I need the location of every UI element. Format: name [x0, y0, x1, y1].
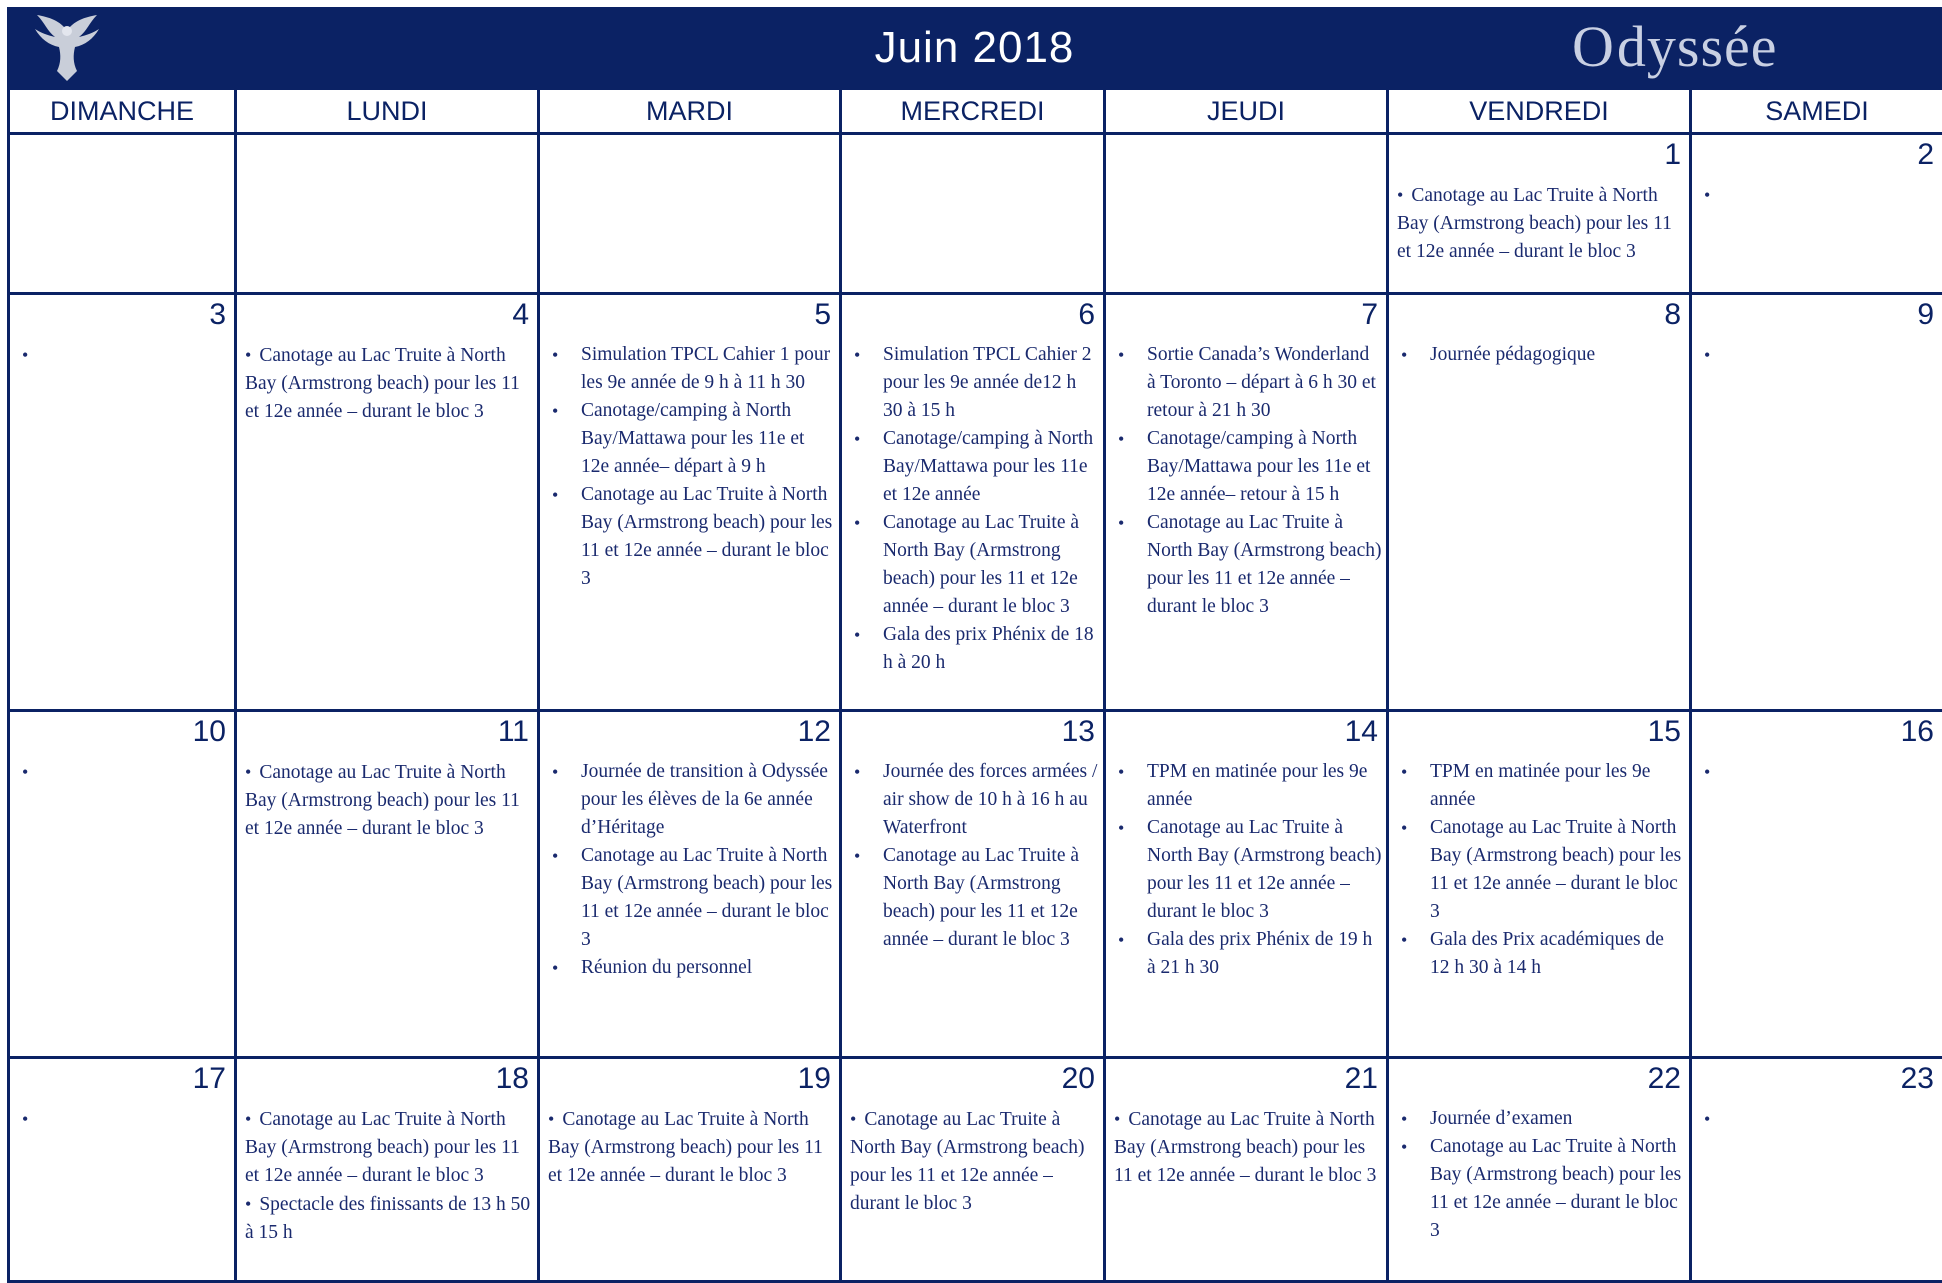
- day-number: 9: [1917, 298, 1934, 331]
- day-cell: [237, 135, 540, 295]
- dayname-lundi: LUNDI: [237, 90, 540, 135]
- day-number: 11: [497, 715, 529, 748]
- event-item: • Gala des prix Phénix de 19 h à 21 h 30: [1114, 926, 1382, 982]
- event-list: [548, 341, 835, 593]
- calendar: [7, 7, 1942, 1283]
- event-item: • Canotage au Lac Truite à North Bay (Armstrong beach) pour les 11 et 12e année – durant le bloc 3: [245, 341, 533, 426]
- day-number: 5: [814, 298, 831, 331]
- day-cell: [10, 712, 237, 1059]
- day-number: 4: [512, 298, 529, 331]
- day-cell: [237, 295, 540, 712]
- day-number: 20: [1061, 1062, 1095, 1095]
- odyssee-logo: [1572, 12, 1778, 82]
- day-cell: [10, 295, 237, 712]
- event-item: • Journée des forces armées / air show de 10 h à 16 h au Waterfront: [850, 758, 1099, 842]
- day-cell: [540, 135, 842, 295]
- event-item: • Gala des Prix académiques de 12 h 30 à 14 h: [1397, 926, 1685, 982]
- event-item: • Canotage/camping à North Bay/Mattawa pour les 11e et 12e année– retour à 15 h: [1114, 425, 1382, 509]
- event-item: • Gala des prix Phénix de 18 h à 20 h: [850, 621, 1099, 677]
- event-item: • Canotage au Lac Truite à North Bay (Armstrong beach) pour les 11 et 12e année – durant le bloc 3: [1397, 181, 1685, 266]
- day-cell: [10, 135, 237, 295]
- event-item: • Canotage au Lac Truite à North Bay (Armstrong beach) pour les 11 et 12e année – durant le bloc 3: [1114, 814, 1382, 926]
- event-list: [1397, 181, 1685, 266]
- event-item: • Canotage/camping à North Bay/Mattawa pour les 11e et 12e année: [850, 425, 1099, 509]
- event-list: [1397, 341, 1685, 369]
- event-list: [1114, 341, 1382, 621]
- event-item: • TPM en matinée pour les 9e année: [1114, 758, 1382, 814]
- day-cell: [842, 712, 1106, 1059]
- day-number: 12: [797, 715, 831, 748]
- day-cell: [1389, 135, 1692, 295]
- day-cell: [540, 1059, 842, 1283]
- event-item: • Spectacle des finissants de 13 h 50 à 15 h: [245, 1190, 533, 1247]
- event-item: • Journée pédagogique: [1397, 341, 1685, 369]
- day-cell: [1106, 135, 1389, 295]
- day-number: 8: [1664, 298, 1681, 331]
- day-cell: [10, 1059, 237, 1283]
- day-cell: [842, 1059, 1106, 1283]
- event-item: • Journée de transition à Odyssée pour les élèves de la 6e année d’Héritage: [548, 758, 835, 842]
- dayname-mercredi: MERCREDI: [842, 90, 1106, 135]
- event-item: • Sortie Canada’s Wonderland à Toronto – départ à 6 h 30 et retour à 21 h 30: [1114, 341, 1382, 425]
- event-item: • Canotage au Lac Truite à North Bay (Armstrong beach) pour les 11 et 12e année – durant le bloc 3: [850, 1105, 1099, 1218]
- day-number: 7: [1361, 298, 1378, 331]
- day-cell: [1692, 295, 1942, 712]
- event-item: • Canotage au Lac Truite à North Bay (Armstrong beach) pour les 11 et 12e année – durant le bloc 3: [1397, 814, 1685, 926]
- day-number: 15: [1647, 715, 1681, 748]
- day-cell: [1106, 712, 1389, 1059]
- day-number: 2: [1917, 138, 1934, 171]
- day-number: 22: [1647, 1062, 1681, 1095]
- event-list: [548, 758, 835, 982]
- month-title: Juin 2018: [874, 23, 1075, 72]
- event-list: [850, 758, 1099, 954]
- event-item: • Journée d’examen: [1397, 1105, 1685, 1133]
- event-item: • Canotage/camping à North Bay/Mattawa pour les 11e et 12e année– départ à 9 h: [548, 397, 835, 481]
- day-number: 6: [1078, 298, 1095, 331]
- event-item: • Canotage au Lac Truite à North Bay (Armstrong beach) pour les 11 et 12e année – durant le bloc 3: [1397, 1133, 1685, 1245]
- dayname-jeudi: JEUDI: [1106, 90, 1389, 135]
- day-cell: [540, 712, 842, 1059]
- day-number: 13: [1061, 715, 1095, 748]
- day-number: 19: [797, 1062, 831, 1095]
- day-cell: [237, 1059, 540, 1283]
- event-item: • Canotage au Lac Truite à North Bay (Armstrong beach) pour les 11 et 12e année – durant le bloc 3: [1114, 509, 1382, 621]
- event-list: [548, 1105, 835, 1190]
- day-cell: [842, 295, 1106, 712]
- day-number: 1: [1664, 138, 1681, 171]
- event-item: • Canotage au Lac Truite à North Bay (Armstrong beach) pour les 11 et 12e année – durant le bloc 3: [1114, 1105, 1382, 1190]
- day-cell: [842, 135, 1106, 295]
- day-cell: [1692, 1059, 1942, 1283]
- day-cell: [1389, 1059, 1692, 1283]
- event-item: • Canotage au Lac Truite à North Bay (Armstrong beach) pour les 11 et 12e année – durant le bloc 3: [245, 1105, 533, 1190]
- dayname-vendredi: VENDREDI: [1389, 90, 1692, 135]
- day-number: 14: [1344, 715, 1378, 748]
- event-item: • TPM en matinée pour les 9e année: [1397, 758, 1685, 814]
- day-cell: [1692, 135, 1942, 295]
- day-cell: [1106, 295, 1389, 712]
- event-list: [245, 1105, 533, 1247]
- event-list: [245, 341, 533, 426]
- calendar-header: [7, 7, 1942, 90]
- event-list: [1397, 1105, 1685, 1245]
- event-list: [850, 1105, 1099, 1218]
- day-number: 3: [209, 298, 226, 331]
- day-cell: [1389, 295, 1692, 712]
- day-cell: [540, 295, 842, 712]
- logo-text: dyssée: [1616, 14, 1778, 79]
- event-list: [1397, 758, 1685, 982]
- day-cell: [1106, 1059, 1389, 1283]
- event-item: • Canotage au Lac Truite à North Bay (Armstrong beach) pour les 11 et 12e année – durant le bloc 3: [548, 842, 835, 954]
- day-number: 17: [192, 1062, 226, 1095]
- calendar-grid: [7, 90, 1942, 1283]
- event-item: • Simulation TPCL Cahier 2 pour les 9e année de12 h 30 à 15 h: [850, 341, 1099, 425]
- event-item: • Canotage au Lac Truite à North Bay (Armstrong beach) pour les 11 et 12e année – durant le bloc 3: [245, 758, 533, 843]
- day-number: 23: [1900, 1062, 1934, 1095]
- day-number: 10: [192, 715, 226, 748]
- dayname-mardi: MARDI: [540, 90, 842, 135]
- day-number: 18: [495, 1062, 529, 1095]
- day-cell: [1389, 712, 1692, 1059]
- event-item: • Canotage au Lac Truite à North Bay (Armstrong beach) pour les 11 et 12e année – durant le bloc 3: [850, 842, 1099, 954]
- event-list: [850, 341, 1099, 677]
- event-item: • Canotage au Lac Truite à North Bay (Armstrong beach) pour les 11 et 12e année – durant le bloc 3: [548, 1105, 835, 1190]
- event-item: • Simulation TPCL Cahier 1 pour les 9e année de 9 h à 11 h 30: [548, 341, 835, 397]
- dayname-samedi: SAMEDI: [1692, 90, 1942, 135]
- logo-initial: O: [1572, 14, 1615, 79]
- event-item: • Canotage au Lac Truite à North Bay (Armstrong beach) pour les 11 et 12e année – durant le bloc 3: [548, 481, 835, 593]
- day-cell: [237, 712, 540, 1059]
- event-list: [245, 758, 533, 843]
- event-list: [1114, 758, 1382, 982]
- day-number: 16: [1900, 715, 1934, 748]
- day-cell: [1692, 712, 1942, 1059]
- day-number: 21: [1344, 1062, 1378, 1095]
- event-item: • Réunion du personnel: [548, 954, 835, 982]
- event-item: • Canotage au Lac Truite à North Bay (Armstrong beach) pour les 11 et 12e année – durant le bloc 3: [850, 509, 1099, 621]
- event-list: [1114, 1105, 1382, 1190]
- dayname-dimanche: DIMANCHE: [10, 90, 237, 135]
